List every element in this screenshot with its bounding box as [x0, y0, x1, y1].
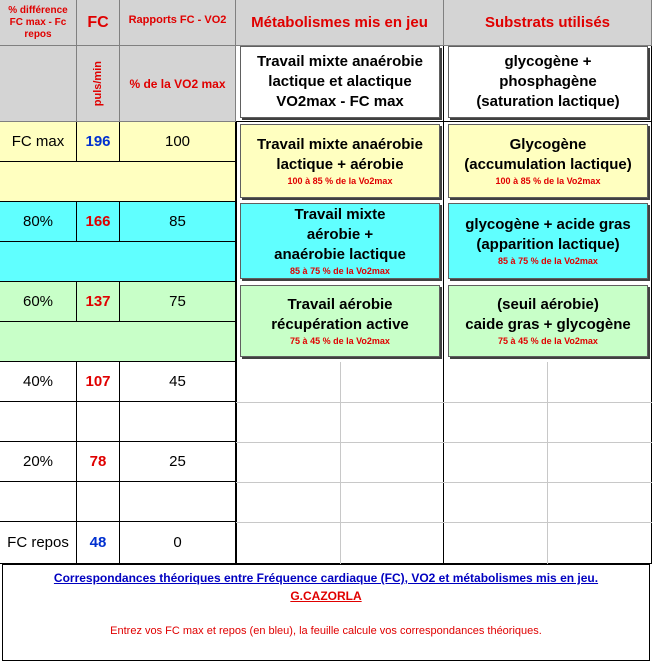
header-blank [0, 46, 77, 122]
zone3-metab-box [240, 285, 440, 357]
row-spacer-yellow [0, 162, 236, 202]
vo2-value: 45 [169, 373, 186, 390]
row-vo2-40 [120, 362, 236, 402]
gridline-h2 [236, 442, 652, 443]
gridline-v3 [547, 362, 548, 564]
top-metab-box [240, 46, 440, 118]
row-spacer-20a [0, 482, 77, 522]
row-label-40 [0, 362, 77, 402]
row-spacer-green [0, 322, 236, 362]
subst-line: (accumulation lactique) [464, 156, 632, 173]
row-label-text: 40% [22, 373, 54, 390]
row-spacer-40c [120, 402, 236, 442]
subst-line: (apparition lactique) [476, 236, 620, 253]
row-label-text: 80% [22, 213, 54, 230]
gridline-v1 [340, 362, 341, 564]
row-vo2-60 [120, 282, 236, 322]
header-fc: FC [77, 0, 120, 46]
zone1-metab-box [240, 124, 440, 198]
header-substrates: Substrats utilisés [444, 0, 652, 46]
metab-line: VO2max - FC max [276, 93, 404, 110]
header-metabolism: Métabolismes mis en jeu [236, 0, 444, 46]
vo2-value: 75 [169, 293, 186, 310]
zone2-metab-box [240, 203, 440, 279]
gridline-h3 [236, 482, 652, 483]
metab-range: 100 à 85 % de la Vo2max [287, 176, 393, 186]
vo2-value: 85 [169, 213, 186, 230]
fc-value: 166 [85, 213, 111, 230]
row-label-fcmax [0, 122, 77, 162]
vo2-value: 25 [169, 453, 186, 470]
zone1-subst-box [448, 124, 648, 198]
row-fc-fcrepos[interactable] [77, 522, 120, 564]
top-subst-box [448, 46, 648, 118]
footer [2, 564, 650, 661]
row-vo2-20 [120, 442, 236, 482]
subst-range: 100 à 85 % de la Vo2max [495, 176, 601, 186]
row-vo2-fcrepos [120, 522, 236, 564]
metab-line: récupération active [271, 316, 409, 333]
fc-value: 137 [85, 293, 111, 310]
row-spacer-20b [77, 482, 120, 522]
fc-value: 196 [85, 133, 111, 150]
header-pct-diff: % différence FC max - Fc repos [0, 0, 77, 46]
metab-line: anaérobie lactique [274, 246, 406, 263]
gridline-v2 [443, 122, 444, 564]
metab-line: Travail mixte anaérobie [257, 136, 423, 153]
row-spacer-40a [0, 402, 77, 442]
metab-line: aérobie + [306, 226, 374, 243]
subst-line: Glycogène [509, 136, 587, 153]
subst-line: glycogène + acide gras [465, 216, 631, 233]
metab-line: Travail mixte anaérobie [257, 53, 423, 70]
row-spacer-cyan [0, 242, 236, 282]
metab-line: Travail aérobie [287, 296, 393, 313]
row-vo2-fcmax [120, 122, 236, 162]
row-fc-fcmax[interactable] [77, 122, 120, 162]
row-fc-20 [77, 442, 120, 482]
row-spacer-40b [77, 402, 120, 442]
unit-vo2: % de la VO2 max [120, 46, 236, 122]
subst-line: caide gras + glycogène [465, 316, 631, 333]
vo2-value: 100 [164, 133, 191, 150]
subst-line: phosphagène [499, 73, 597, 90]
row-label-text: 20% [22, 453, 54, 470]
row-label-text: FC max [11, 133, 65, 150]
row-label-fcrepos [0, 522, 77, 564]
row-label-text: 60% [22, 293, 54, 310]
subst-range: 75 à 45 % de la Vo2max [498, 336, 598, 346]
metab-line: lactique et alactique [268, 73, 412, 90]
zone3-subst-box [448, 285, 648, 357]
subst-line: glycogène + [504, 53, 592, 70]
row-spacer-20c [120, 482, 236, 522]
vo2-value: 0 [173, 534, 182, 551]
gridline-h1 [236, 402, 652, 403]
metab-range: 75 à 45 % de la Vo2max [290, 336, 390, 346]
zone2-subst-box [448, 203, 648, 279]
metab-range: 85 à 75 % de la Vo2max [290, 266, 390, 276]
fc-value: 78 [89, 453, 107, 470]
header-fc-vo2: Rapports FC - VO2 [120, 0, 236, 46]
subst-line: (saturation lactique) [476, 93, 620, 110]
subst-line: (seuil aérobie) [497, 296, 599, 313]
row-label-text: FC repos [7, 534, 69, 551]
unit-fc [77, 46, 120, 122]
row-label-60 [0, 282, 77, 322]
metab-line: Travail mixte [294, 206, 386, 223]
gridline-h4 [236, 522, 652, 523]
fc-value: 48 [89, 534, 107, 551]
footer-author[interactable]: G.CAZORLA [290, 589, 362, 603]
row-fc-60 [77, 282, 120, 322]
row-fc-40 [77, 362, 120, 402]
metab-line: lactique + aérobie [276, 156, 404, 173]
subst-range: 85 à 75 % de la Vo2max [498, 256, 598, 266]
row-label-80 [0, 202, 77, 242]
unit-fc-text: puls/min [92, 60, 104, 107]
fc-value: 107 [85, 373, 111, 390]
row-label-20 [0, 442, 77, 482]
footer-note: Entrez vos FC max et repos (en bleu), la feuille calcule vos correspondances théoriques. [110, 625, 542, 637]
footer-title[interactable]: Correspondances théoriques entre Fréquence cardiaque (FC), VO2 et métabolismes mis en jeu. [53, 571, 599, 585]
row-fc-80 [77, 202, 120, 242]
row-vo2-80 [120, 202, 236, 242]
